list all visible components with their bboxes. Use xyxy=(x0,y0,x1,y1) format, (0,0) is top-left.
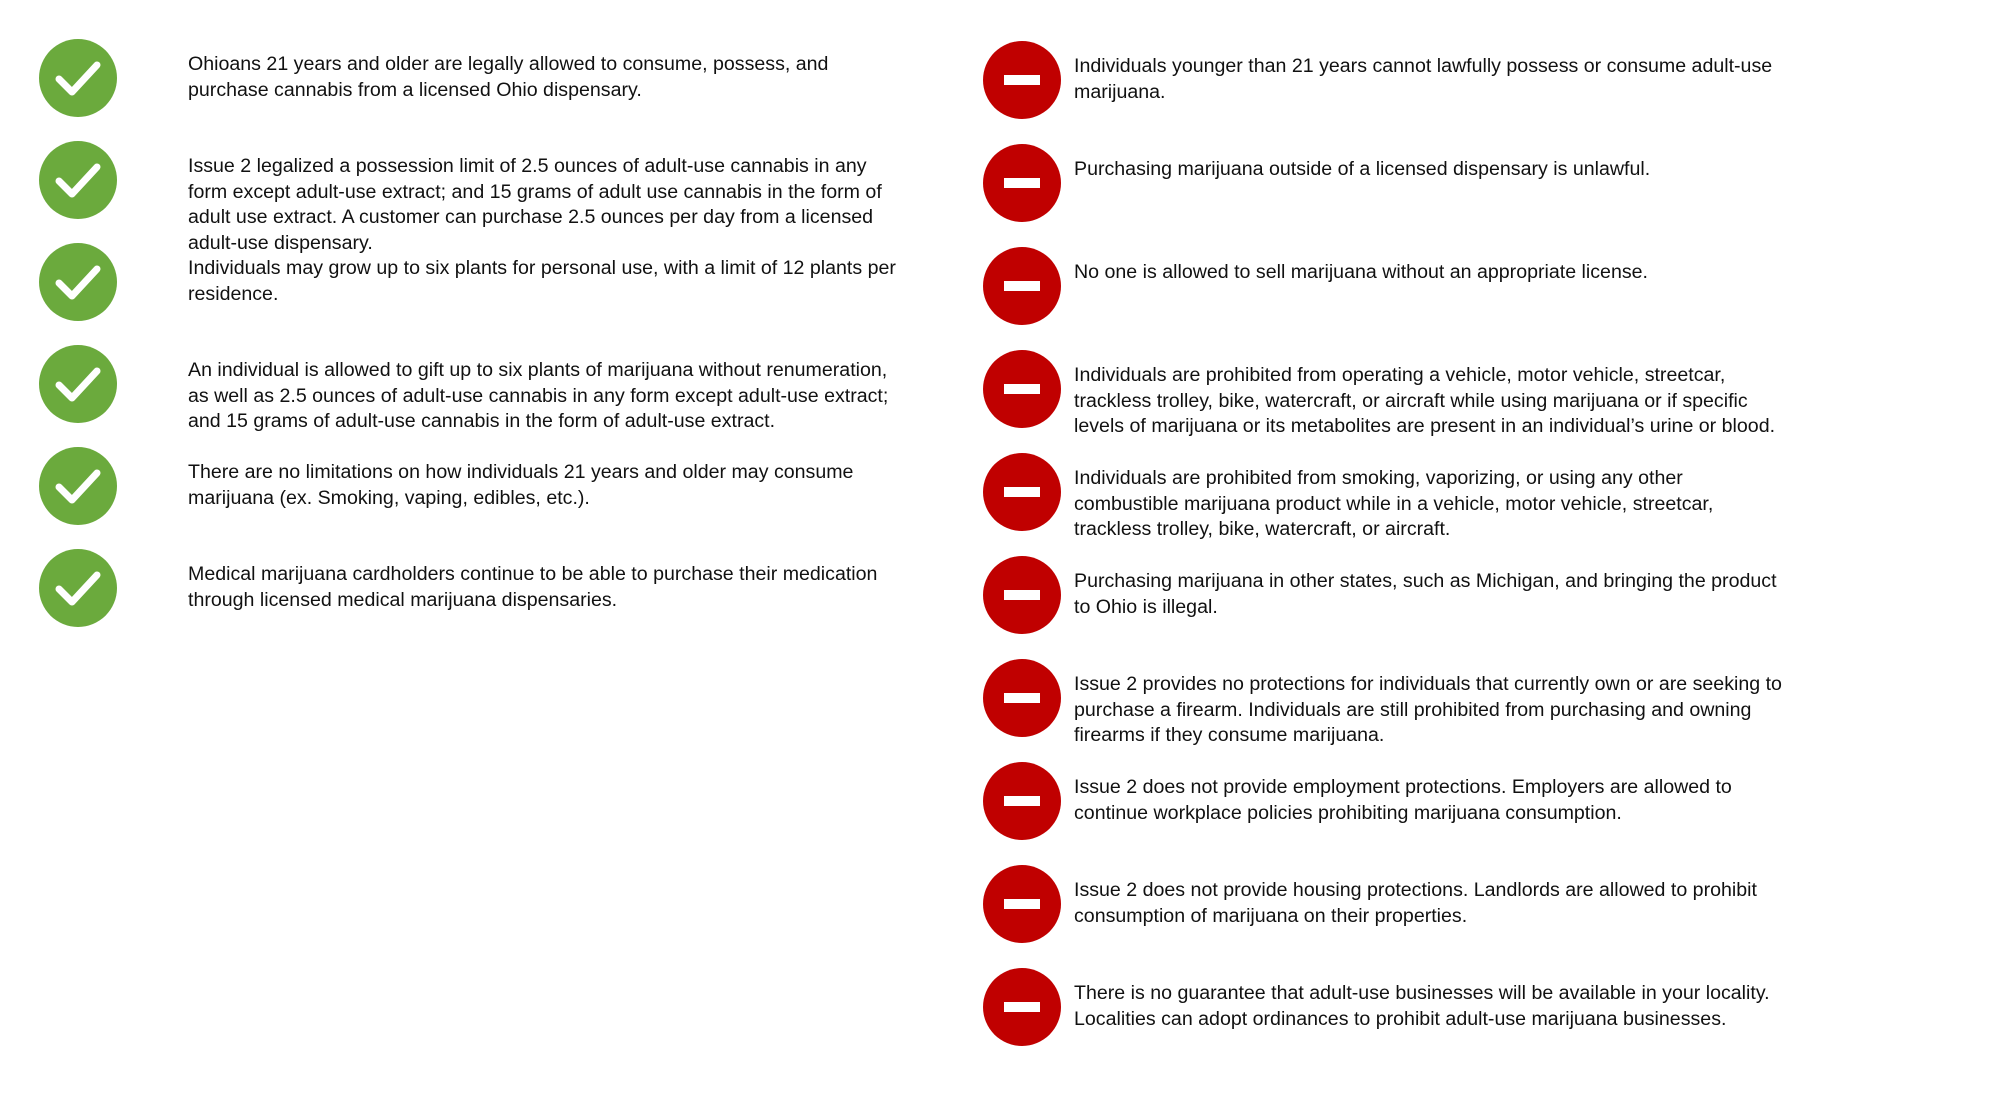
check-icon xyxy=(38,344,118,424)
prohibited-item-text: Purchasing marijuana in other states, such as Michigan, and bringing the product to Ohio is illegal. xyxy=(1074,570,1777,618)
prohibited-item-text: Individuals are prohibited from smoking, vaporizing, or using any other combustible marijuana product while in a vehicle, motor vehicle, streetcar, trackless trolley, bike, watercraft, or aircraft. xyxy=(1074,467,1714,541)
allowed-item-text: Ohioans 21 years and older are legally allowed to consume, possess, and purchase cannabis from a licensed Ohio dispensary. xyxy=(188,53,829,101)
minus-icon xyxy=(982,246,1062,326)
allowed-item xyxy=(38,548,1018,628)
minus-icon xyxy=(982,761,1062,841)
minus-icon xyxy=(982,40,1062,120)
allowed-item-text: An individual is allowed to gift up to six plants of marijuana without renumeration, as well as 2.5 ounces of adult-use cannabis in any form except adult-use extract; and 15 grams of adult-use cannabis in the form of adult-use extract. xyxy=(188,359,889,433)
prohibited-item xyxy=(982,658,1974,749)
prohibited-item-text: Individuals are prohibited from operating a vehicle, motor vehicle, streetcar, trackless trolley, bike, watercraft, or aircraft while using marijuana or if specific levels of marijuana or its metabolites are present in an individual’s urine or blood. xyxy=(1074,364,1776,438)
minus-icon xyxy=(982,967,1062,1047)
allowed-item-text: Medical marijuana cardholders continue to be able to purchase their medication through licensed medical marijuana dispensaries. xyxy=(188,563,878,611)
allowed-item-text: Issue 2 legalized a possession limit of 2.5 ounces of adult-use cannabis in any form except adult-use extract; and 15 grams of adult use cannabis in the form of adult use extract. A customer can purchase 2.5 ounces per day from a licensed adult-use dispensary. xyxy=(188,155,882,254)
allowed-item xyxy=(38,38,1018,118)
minus-icon xyxy=(982,143,1062,223)
allowed-item-text: There are no limitations on how individuals 21 years and older may consume marijuana (ex. Smoking, vaping, edibles, etc.). xyxy=(188,461,854,509)
minus-icon xyxy=(982,555,1062,635)
prohibited-item-text: Issue 2 provides no protections for individuals that currently own or are seeking to purchase a firearm. Individuals are still prohibited from purchasing and owning firearms if they consume marijuana. xyxy=(1074,673,1782,747)
prohibited-item xyxy=(982,40,1974,120)
prohibited-item xyxy=(982,246,1974,326)
allowed-item-text: Individuals may grow up to six plants for personal use, with a limit of 12 plants per residence. xyxy=(188,257,896,305)
check-icon xyxy=(38,446,118,526)
prohibited-item xyxy=(982,967,1974,1047)
prohibited-item xyxy=(982,761,1974,841)
check-icon xyxy=(38,548,118,628)
prohibited-item xyxy=(982,864,1974,944)
prohibited-item xyxy=(982,555,1974,635)
minus-icon xyxy=(982,864,1062,944)
allowed-item xyxy=(38,446,1018,526)
check-icon xyxy=(38,38,118,118)
allowed-item xyxy=(38,344,1018,435)
minus-icon xyxy=(982,658,1062,738)
allowed-item xyxy=(38,242,1018,322)
prohibited-item xyxy=(982,349,1974,440)
prohibited-item-text: Individuals younger than 21 years cannot lawfully possess or consume adult-use marijuana. xyxy=(1074,55,1773,103)
minus-icon xyxy=(982,452,1062,532)
allowed-item xyxy=(38,140,1018,256)
prohibited-item-text: There is no guarantee that adult-use businesses will be available in your locality. Localities can adopt ordinances to prohibit adult-use marijuana businesses. xyxy=(1074,982,1770,1030)
prohibited-item xyxy=(982,143,1974,223)
check-icon xyxy=(38,140,118,220)
prohibited-item xyxy=(982,452,1974,543)
check-icon xyxy=(38,242,118,322)
prohibited-item-text: Purchasing marijuana outside of a licensed dispensary is unlawful. xyxy=(1074,158,1651,180)
prohibited-item-text: Issue 2 does not provide employment protections. Employers are allowed to continue workplace policies prohibiting marijuana consumption. xyxy=(1074,776,1732,824)
minus-icon xyxy=(982,349,1062,429)
prohibited-item-text: Issue 2 does not provide housing protections. Landlords are allowed to prohibit consumption of marijuana on their properties. xyxy=(1074,879,1757,927)
prohibited-item-text: No one is allowed to sell marijuana without an appropriate license. xyxy=(1074,261,1648,283)
